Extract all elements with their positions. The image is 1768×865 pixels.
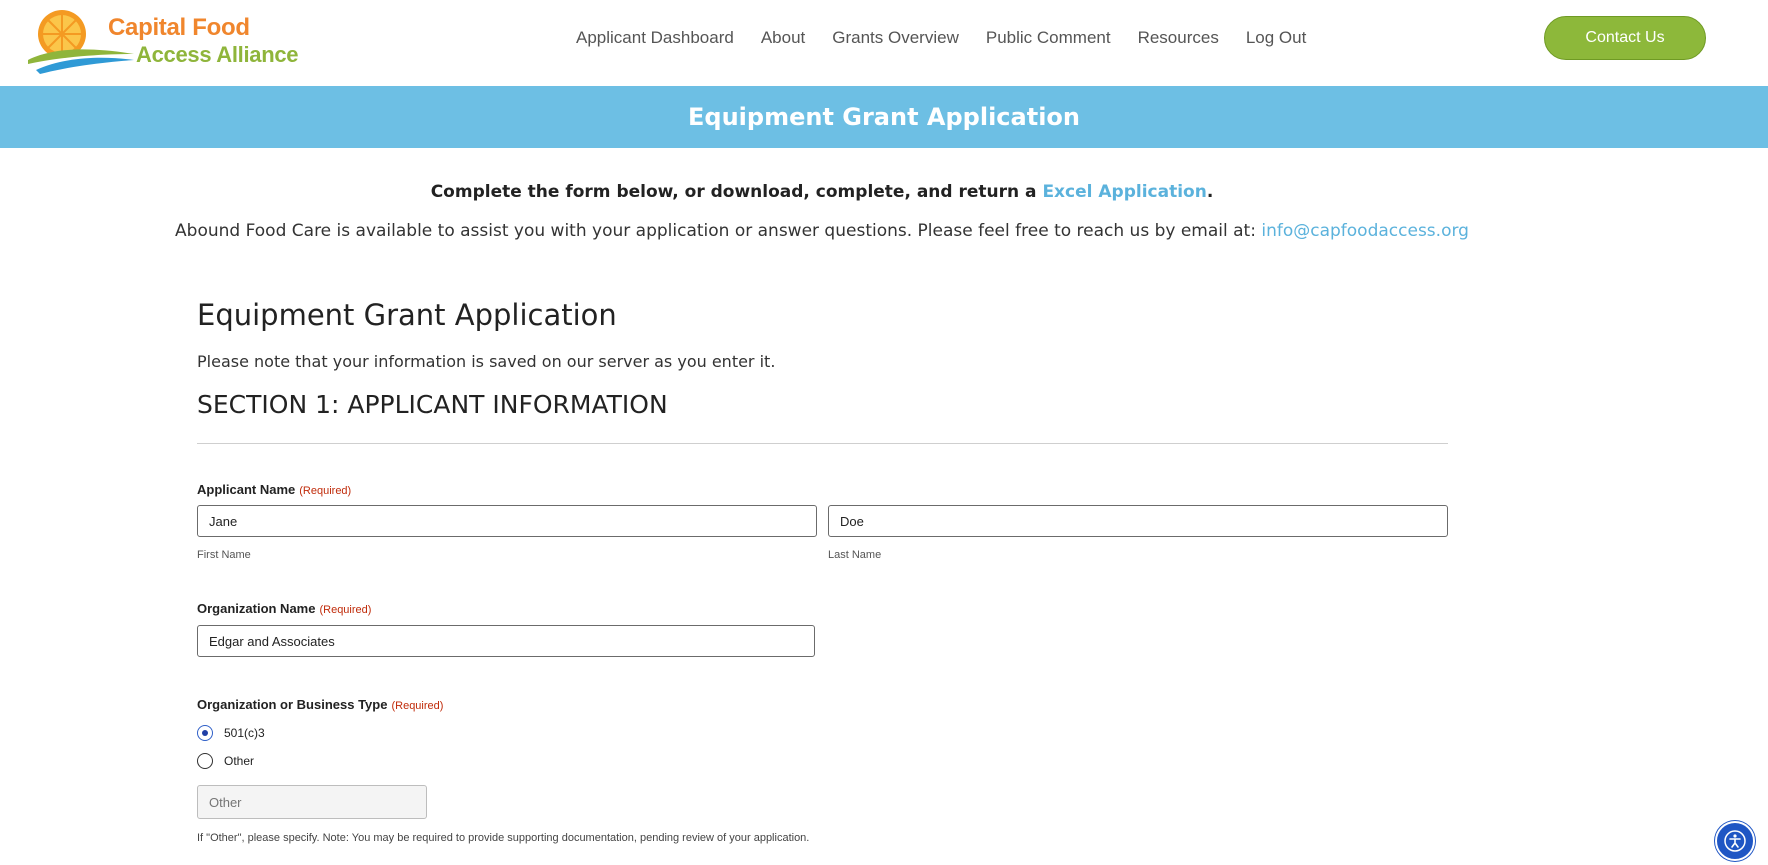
- accessibility-button[interactable]: [1715, 821, 1755, 861]
- required-indicator: (Required): [299, 485, 352, 497]
- first-name-input[interactable]: [197, 505, 817, 537]
- section-title: SECTION 1: APPLICANT INFORMATION: [197, 390, 668, 419]
- main-nav: [576, 28, 1333, 48]
- required-indicator: (Required): [319, 604, 372, 616]
- business-type-label-text: Organization or Business Type: [197, 697, 388, 712]
- organization-name-input[interactable]: [197, 625, 815, 657]
- contact-us-button[interactable]: Contact Us: [1544, 16, 1706, 60]
- brand-line-1: Capital Food: [108, 14, 250, 41]
- business-type-option-other[interactable]: [197, 753, 254, 769]
- radio-label-501c3: 501(c)3: [224, 726, 265, 740]
- form-title: Equipment Grant Application: [197, 298, 617, 332]
- other-business-type-input[interactable]: [197, 785, 427, 819]
- radio-label-other: Other: [224, 754, 255, 768]
- business-type-label: [197, 697, 443, 712]
- banner-title: Equipment Grant Application: [688, 103, 1080, 131]
- page-banner: [0, 86, 1768, 148]
- site-logo[interactable]: [26, 8, 299, 78]
- radio-selected-dot: [202, 730, 208, 736]
- business-type-option-501c3[interactable]: [197, 725, 265, 741]
- site-header: [0, 0, 1768, 86]
- organization-name-label: [197, 601, 371, 616]
- nav-public-comment[interactable]: Public Comment: [985, 28, 1111, 47]
- brand-line-2: Access Alliance: [136, 42, 299, 67]
- intro-download-line: [0, 182, 1644, 202]
- last-name-sublabel: Last Name: [828, 549, 882, 561]
- nav-applicant-dashboard[interactable]: Applicant Dashboard: [576, 28, 734, 47]
- form-note: Please note that your information is saved on our server as you enter it.: [197, 352, 776, 371]
- nav-about[interactable]: About: [760, 28, 806, 47]
- business-type-help-text: If "Other", please specify. Note: You may be required to provide supporting documentation, pending review of your application.: [197, 832, 810, 844]
- nav-resources[interactable]: Resources: [1137, 28, 1219, 47]
- accessibility-icon: [1724, 830, 1746, 852]
- nav-log-out[interactable]: Log Out: [1245, 28, 1307, 47]
- applicant-name-label-text: Applicant Name: [197, 482, 296, 497]
- nav-grants-overview[interactable]: Grants Overview: [832, 28, 959, 47]
- intro-line1-suffix: .: [1206, 182, 1214, 202]
- last-name-input[interactable]: [828, 505, 1448, 537]
- applicant-name-label: [197, 482, 351, 497]
- organization-name-label-text: Organization Name: [197, 601, 316, 616]
- section-divider: [197, 443, 1448, 444]
- intro-assist-line: [0, 221, 1644, 241]
- radio-other[interactable]: [197, 753, 213, 769]
- radio-501c3[interactable]: [197, 725, 213, 741]
- required-indicator: (Required): [391, 700, 444, 712]
- intro-line1-prefix: Complete the form below, or download, complete, and return a: [430, 182, 1043, 202]
- excel-application-link[interactable]: Excel Application: [1042, 182, 1207, 202]
- contact-email-link[interactable]: info@capfoodaccess.org: [1261, 221, 1469, 241]
- intro-line2-text: Abound Food Care is available to assist you with your application or answer questions. Please feel free to reach us by email at:: [175, 221, 1262, 241]
- first-name-sublabel: First Name: [197, 549, 251, 561]
